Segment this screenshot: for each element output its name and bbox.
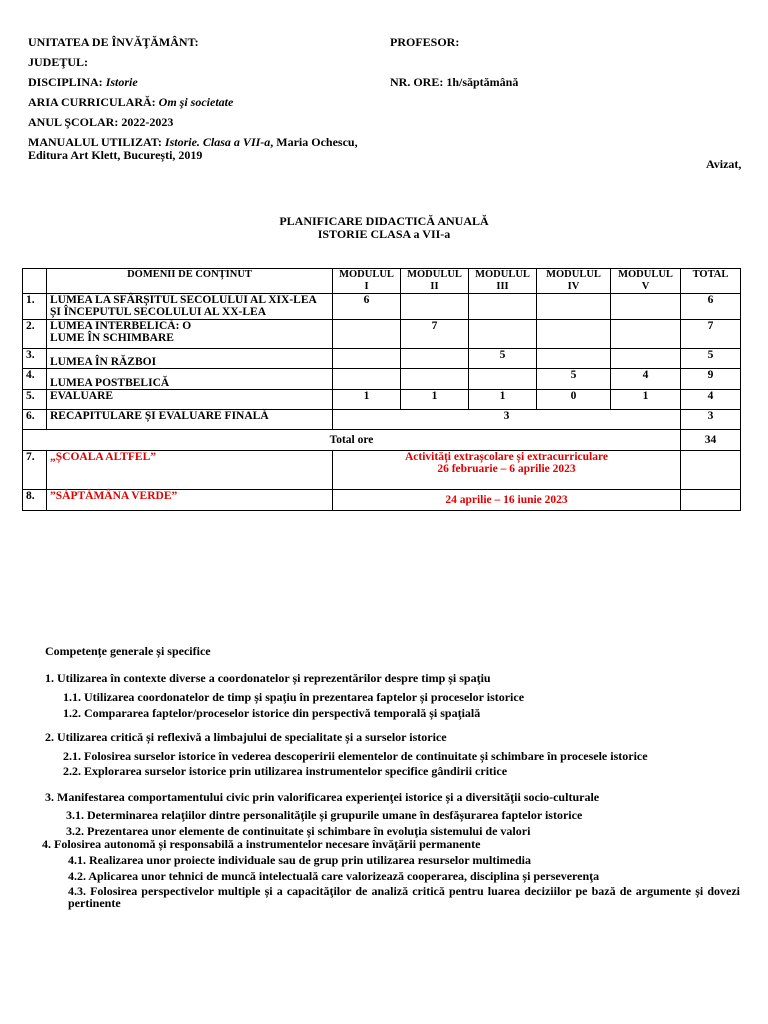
area-value: Om şi societate (158, 95, 234, 109)
table-row (23, 349, 741, 369)
competence-general-4: 4. Folosirea autonomă și responsabilă a instrumentelor necesare învăţării permanente (42, 837, 481, 851)
manual-line: MANUALUL UTILIZAT: Istorie. Clasa a VII-a, Maria Ochescu, (28, 135, 358, 149)
row-module-5 (611, 294, 681, 320)
page-title: PLANIFICARE DIDACTICĂ ANUALĂ (279, 214, 489, 228)
county-label: JUDEŢUL: (28, 55, 89, 69)
row-module-1: 1 (333, 390, 401, 410)
discipline-label: DISCIPLINA: (28, 75, 103, 89)
row-module-3 (469, 369, 537, 390)
area-line (28, 95, 233, 110)
row-number: 8. (23, 490, 47, 511)
competence-specific-4-3-continued: pertinente (68, 896, 121, 910)
header-number-cell (23, 269, 47, 294)
header-module-3: MODULUL III (469, 269, 537, 294)
row-module-2: 7 (401, 320, 469, 349)
row-module-1: 6 (333, 294, 401, 320)
row-merged-value: 3 (333, 410, 681, 430)
planning-table (22, 268, 741, 511)
discipline-value: Istorie (105, 75, 138, 89)
table-row (23, 410, 741, 430)
competence-specific-4-3: 4.3. Folosirea perspectivelor multiple și a capacităţilor de analiză critică pentru luarea deciziilor pe bază de argumente și dovezi (68, 884, 740, 898)
header-total: TOTAL (681, 269, 741, 294)
competence-specific-2-2: 2.2. Explorarea surselor istorice prin utilizarea instrumentelor specifice gândirii critice (63, 764, 508, 778)
row-domain: LUMEA LA SFÂRȘITUL SECOLULUI AL XIX-LEA ȘI ÎNCEPUTUL SECOLULUI AL XX-LEA (47, 294, 333, 320)
row-total: 9 (681, 369, 741, 390)
row-module-5 (611, 320, 681, 349)
competence-specific-3-1: 3.1. Determinarea relaţiilor dintre personalităţile și grupurile umane în desfășurarea faptelor istorice (66, 808, 583, 822)
table-row (23, 490, 741, 511)
row-total: 7 (681, 320, 741, 349)
school-year: ANUL ŞCOLAR: 2022-2023 (28, 115, 174, 129)
hours-label: NR. ORE: 1h/săptămână (390, 75, 519, 89)
row-number: 2. (23, 320, 47, 349)
table-header-row (23, 269, 741, 294)
row-module-2 (401, 349, 469, 369)
total-label: Total ore (23, 430, 681, 451)
row-number: 5. (23, 390, 47, 410)
row-module-2: 1 (401, 390, 469, 410)
header-module-1: MODULUL I (333, 269, 401, 294)
row-number: 4. (23, 369, 47, 390)
row-module-4 (537, 320, 611, 349)
competence-general-2: 2. Utilizarea critică și reflexivă a limbajului de specialitate și a surselor istorice (45, 730, 447, 744)
row-module-4: 5 (537, 369, 611, 390)
competence-specific-4-2: 4.2. Aplicarea unor tehnici de muncă intelectuală care valorizează cooperarea, disciplina și perseverenţa (68, 869, 600, 883)
manual-label: MANUALUL UTILIZAT (28, 135, 158, 149)
manual-author: , Maria Ochescu, (270, 135, 358, 149)
row-number: 1. (23, 294, 47, 320)
row-domain: ”SĂPTĂMÂNA VERDE” (47, 490, 333, 511)
row-total: 5 (681, 349, 741, 369)
teacher-label: PROFESOR: (390, 35, 460, 49)
total-value: 34 (681, 430, 741, 451)
row-activity: Activități extrașcolare și extracurriculare 26 februarie – 6 aprilie 2023 (333, 451, 681, 490)
row-domain: RECAPITULARE ȘI EVALUARE FINALĂ (47, 410, 333, 430)
total-row (23, 430, 741, 451)
header-domain: DOMENII DE CONȚINUT (47, 269, 333, 294)
table-row (23, 320, 741, 349)
competence-specific-1-1: 1.1. Utilizarea coordonatelor de timp și spaţiu în prezentarea faptelor și proceselor istorice (63, 690, 525, 704)
competence-specific-3-2: 3.2. Prezentarea unor elemente de continuitate și schimbare în evoluţia sistemului de valori (66, 824, 531, 838)
row-domain: EVALUARE (47, 390, 333, 410)
competence-general-1: 1. Utilizarea în contexte diverse a coordonatelor și reprezentărilor despre timp și spaţiu (45, 671, 491, 685)
row-module-3: 1 (469, 390, 537, 410)
row-total: 4 (681, 390, 741, 410)
row-domain: LUMEA POSTBELICĂ (47, 369, 333, 390)
row-total (681, 451, 741, 490)
row-module-3 (469, 294, 537, 320)
row-module-1 (333, 349, 401, 369)
row-module-2 (401, 294, 469, 320)
row-module-3 (469, 320, 537, 349)
row-total: 3 (681, 410, 741, 430)
manual-publisher: Editura Art Klett, București, 2019 (28, 148, 203, 162)
row-activity: 24 aprilie – 16 iunie 2023 (333, 490, 681, 511)
row-domain: LUMEA ÎN RĂZBOI (47, 349, 333, 369)
table-row (23, 451, 741, 490)
table-row (23, 294, 741, 320)
row-module-5 (611, 349, 681, 369)
header-module-2: MODULUL II (401, 269, 469, 294)
row-module-4 (537, 294, 611, 320)
row-module-1 (333, 320, 401, 349)
row-module-4: 0 (537, 390, 611, 410)
competence-specific-4-1: 4.1. Realizarea unor proiecte individuale sau de grup prin utilizarea resurselor multimedia (68, 853, 531, 867)
competence-specific-1-2: 1.2. Compararea faptelor/proceselor istorice din perspectivă temporală și spaţială (63, 706, 481, 720)
table-row (23, 369, 741, 390)
row-number: 7. (23, 451, 47, 490)
row-total: 6 (681, 294, 741, 320)
competence-specific-2-1: 2.1. Folosirea surselor istorice în vederea descoperirii elementelor de continuitate și schimbare în procesele istorice (63, 749, 648, 763)
row-total (681, 490, 741, 511)
row-module-5: 1 (611, 390, 681, 410)
competences-heading: Competențe generale și specifice (45, 644, 211, 658)
header-module-4: MODULUL IV (537, 269, 611, 294)
page-subtitle: ISTORIE CLASA a VII-a (317, 227, 451, 241)
row-domain: LUMEA INTERBELICĂ: O LUME ÎN SCHIMBARE (47, 320, 333, 349)
row-module-4 (537, 349, 611, 369)
row-module-3: 5 (469, 349, 537, 369)
manual-title: Istorie. Clasa a VII-a (164, 135, 271, 149)
row-number: 3. (23, 349, 47, 369)
row-module-2 (401, 369, 469, 390)
unit-label: UNITATEA DE ÎNVĂŢĂMÂNT: (28, 35, 199, 49)
row-module-1 (333, 369, 401, 390)
table-row (23, 390, 741, 410)
competence-general-3: 3. Manifestarea comportamentului civic prin valorificarea experienţei istorice și a diversităţii socio-culturale (45, 790, 600, 804)
header-module-5: MODULUL V (611, 269, 681, 294)
row-number: 6. (23, 410, 47, 430)
approved-label: Avizat, (706, 157, 742, 171)
area-label: ARIA CURRICULARĂ: (28, 95, 156, 109)
row-domain: „ȘCOALA ALTFEL” (47, 451, 333, 490)
row-module-5: 4 (611, 369, 681, 390)
discipline-line (28, 75, 138, 90)
